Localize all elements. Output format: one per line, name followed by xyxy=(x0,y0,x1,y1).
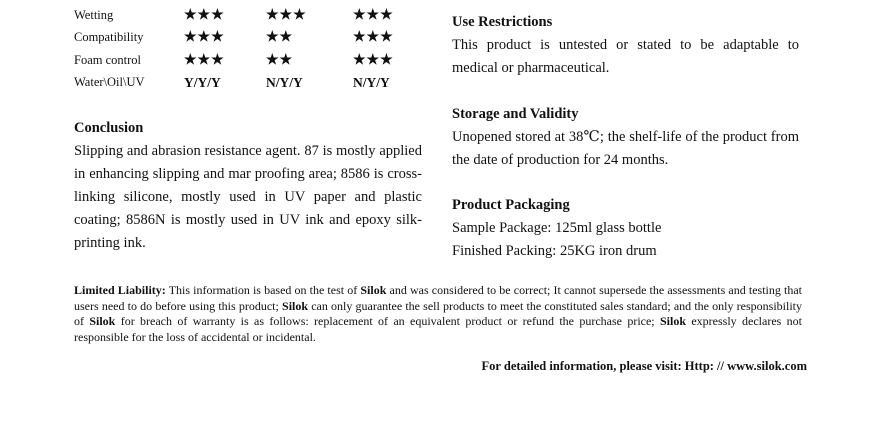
storage-heading: Storage and Validity xyxy=(452,106,579,122)
rating-value: ★★★ xyxy=(353,7,394,23)
rating-table xyxy=(74,4,413,94)
website-link-text: For detailed information, please visit: Http: // www.silok.com xyxy=(481,359,807,373)
rating-value: ★★★ xyxy=(353,30,394,46)
rating-value: ★★★ xyxy=(353,52,394,68)
rating-row xyxy=(74,27,413,50)
packaging-heading: Product Packaging xyxy=(452,197,570,213)
limited-liability-paragraph xyxy=(74,283,802,345)
rating-row xyxy=(74,49,413,72)
rating-value: ★★ xyxy=(266,30,294,46)
use-restrictions-text: This product is untested or stated to be adaptable to medical or pharmaceutical. xyxy=(452,37,799,76)
brand-name: Silok xyxy=(660,314,687,328)
liability-text: expressly declares not responsible for the loss of accidental or incidental. xyxy=(74,314,803,344)
rating-label: Foam control xyxy=(74,52,142,67)
liability-text: This information is based on the test of xyxy=(165,283,361,297)
conclusion-section xyxy=(74,117,422,255)
rating-value: ★★ xyxy=(266,52,294,68)
rating-value: N/Y/Y xyxy=(266,74,303,90)
rating-value: ★★★ xyxy=(184,7,225,23)
brand-name: Silok xyxy=(89,314,116,328)
storage-text: Unopened stored at 38℃; the shelf-life of the product from the date of production for 24 months. xyxy=(452,129,799,168)
rating-value: Y/Y/Y xyxy=(184,74,221,90)
conclusion-heading: Conclusion xyxy=(74,120,144,136)
use-restrictions-heading: Use Restrictions xyxy=(452,14,553,30)
rating-value: N/Y/Y xyxy=(353,74,390,90)
use-restrictions-section xyxy=(452,11,799,80)
rating-label: Wetting xyxy=(74,7,114,22)
finished-packing-text: Finished Packing: 25KG iron drum xyxy=(452,243,657,259)
rating-label: Compatibility xyxy=(74,30,144,45)
brand-name: Silok xyxy=(360,283,387,297)
liability-text: can only guarantee the sell products to meet the constituted sales standard; and the only responsibility of xyxy=(74,298,803,328)
rating-row xyxy=(74,72,413,95)
storage-section xyxy=(452,103,799,172)
packaging-section xyxy=(452,194,799,263)
liability-label: Limited Liability: xyxy=(74,283,166,297)
rating-value: ★★★ xyxy=(184,30,225,46)
brand-name: Silok xyxy=(282,298,309,313)
rating-value: ★★★ xyxy=(184,52,225,68)
sample-package-text: Sample Package: 125ml glass bottle xyxy=(452,220,662,236)
liability-text: for breach of warranty is as follows: replacement of an equivalent product or refund the purchase price; xyxy=(115,314,660,328)
rating-row xyxy=(74,4,413,27)
conclusion-text: Slipping and abrasion resistance agent. 87 is mostly applied in enhancing slipping and mar proofing area; 8586 is cross-linking silicone, mostly used in UV paper and plastic coating; 8586N is mostly used in UV ink and epoxy silk-printing ink. xyxy=(74,143,422,251)
liability-text: and was considered to be correct; It cannot supersede the assessments and testing that users need to do before using this product; xyxy=(74,283,803,313)
rating-label: Water\Oil\UV xyxy=(74,75,145,90)
rating-value: ★★★ xyxy=(266,7,307,23)
